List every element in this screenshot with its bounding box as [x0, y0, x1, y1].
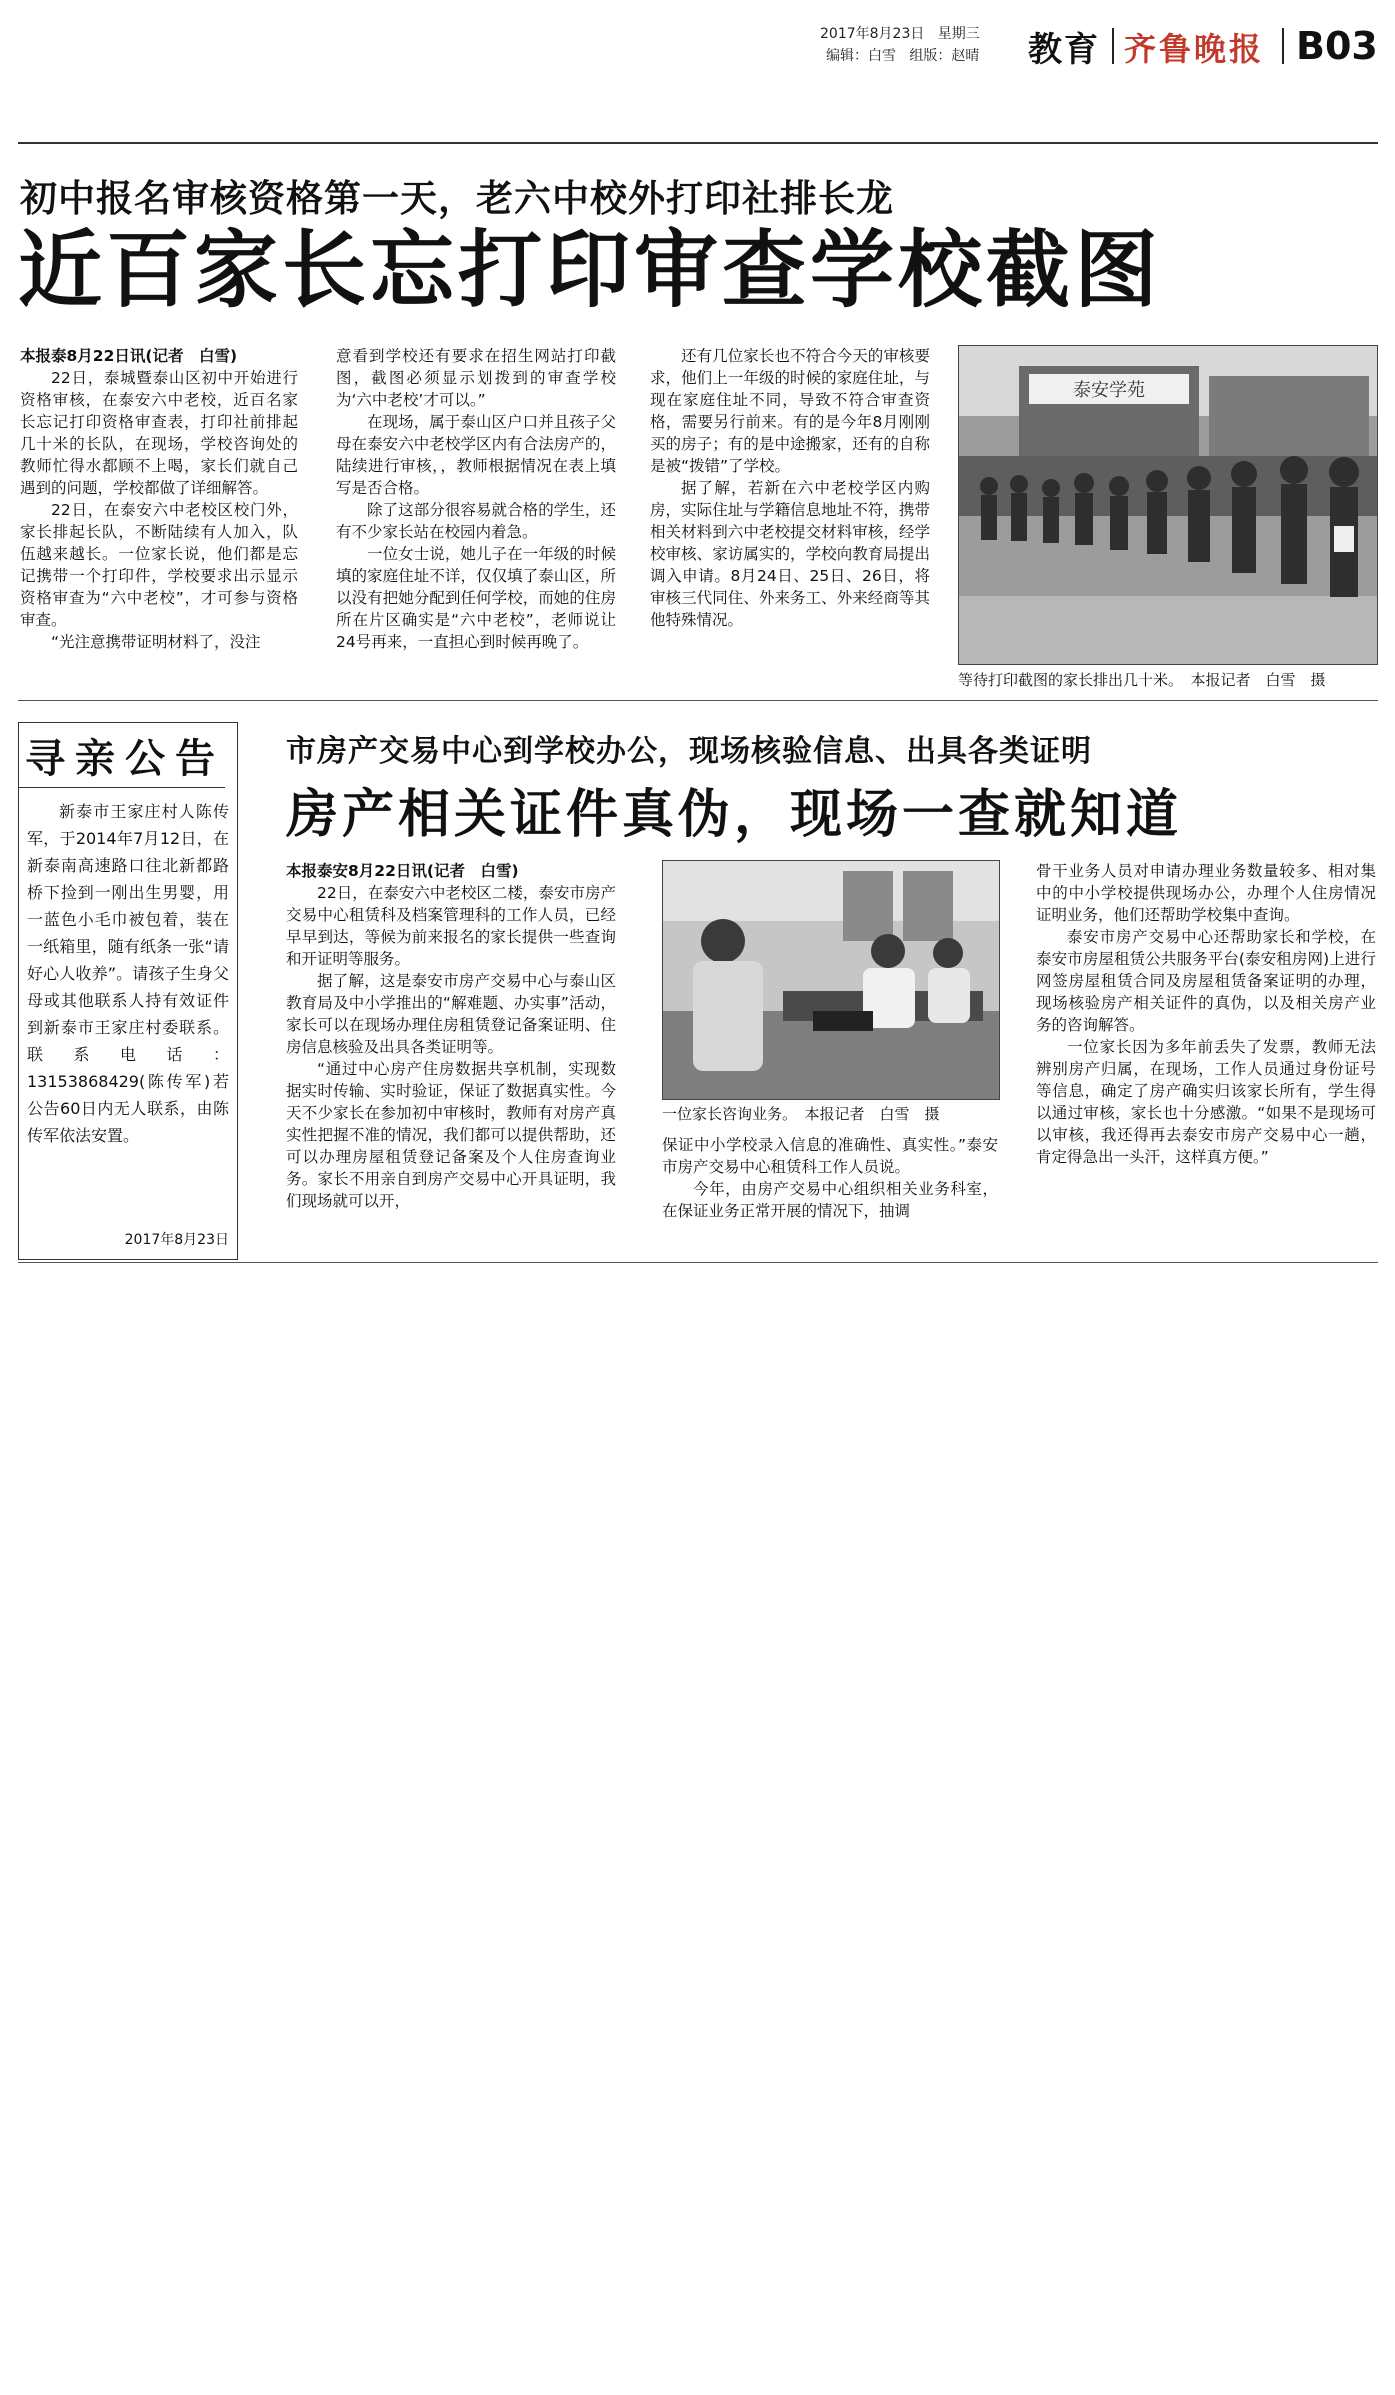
header-rule [18, 142, 1378, 144]
article2-paragraph: 保证中小学校录入信息的准确性、真实性。”泰安市房产交易中心租赁科工作人员说。 [662, 1136, 998, 1176]
page-number: B03 [1296, 24, 1378, 68]
section-title: 教育 [1028, 30, 1100, 70]
article1-paragraph: 22日，在泰安六中老校区校门外，家长排起长队，不断陆续有人加入，队伍越来越长。一位家长说，他们都是忘记携带一个打印件，学校要求出示显示资格审查为“六中老校”，才可参与资格审查。 [20, 501, 298, 629]
article2-byline-para [286, 860, 616, 882]
notice-date: 2017年8月23日 [124, 1232, 229, 1248]
article1-paragraph: 意看到学校还有要求在招生网站打印截图，截图必须显示划拨到的审查学校为‘六中老校’才可以。” [336, 347, 616, 409]
article1-photo-caption: 等待打印截图的家长排出几十米。 本报记者 白雪 摄 [958, 671, 1326, 689]
header-editor: 编辑：白雪 [826, 48, 896, 64]
section-rule [18, 700, 1378, 701]
newspaper-logo: 齐鲁晚报 [1124, 30, 1265, 68]
header-date-line [820, 24, 980, 44]
header-divider [1112, 28, 1114, 64]
article2-paragraph: “通过中心房产住房数据共享机制，实现数据实时传输、实时验证，保证了数据真实性。今天不少家长在参加初中审核时，教师有对房产真实性把握不准的情况，我们都可以提供帮助，还可以办理房屋租赁登记备案及个人住房查询业务。家长不用亲自到房产交易中心开具证明，我们现场就可以开， [286, 1060, 616, 1210]
article2-paragraph: 今年，由房产交易中心组织相关业务科室，在保证业务正常开展的情况下，抽调 [662, 1180, 998, 1220]
article2-headline: 房产相关证件真伪，现场一查就知道 [286, 785, 1183, 845]
notice-title: 寻亲公告 [19, 723, 225, 788]
article2-column-3 [1036, 860, 1376, 1168]
article1-column-2 [336, 345, 616, 653]
article2-paragraph: 据了解，这是泰安市房产交易中心与泰山区教育局及中小学推出的“解难题、办实事”活动，家长可以在现场办理住房租赁登记备案证明、住房信息核验及出具各类证明等。 [286, 972, 616, 1056]
article1-headline: 近百家长忘打印审查学校截图 [18, 221, 1163, 319]
article2-photo [662, 860, 1000, 1100]
notice-body [19, 788, 237, 1149]
article1-paragraph: 还有几位家长也不符合今天的审核要求，他们上一年级的时候的家庭住址，与现在家庭住址不同，导致不符合审查资格，需要另行前来。有的是今年8月刚刚买的房子；有的是中途搬家，还有的自称是被“拨错”了学校。 [650, 347, 930, 475]
article1-paragraph: 除了这部分很容易就合格的学生，还有不少家长站在校园内着急。 [336, 501, 616, 541]
article1-photo [958, 345, 1378, 665]
article2-byline: 本报泰安8月22日讯(记者 白雪) [286, 862, 519, 880]
storefront-sign: 泰安学苑 [1073, 380, 1145, 401]
header-date: 2017年8月23日 [820, 26, 925, 42]
header-layout: 组版：赵晴 [909, 48, 980, 64]
article1-paragraph: 一位女士说，她儿子在一年级的时候填的家庭住址不详，仅仅填了泰山区，所以没有把她分配到任何学校，而她的住房所在片区确实是“六中老校”，老师说让24号再来，一直担心到时候再晚了。 [336, 545, 616, 651]
article1-paragraph: 在现场，属于泰山区户口并且孩子父母在泰安六中老校学区内有合法房产的，陆续进行审核，，教师根据情况在表上填写是否合格。 [336, 413, 616, 497]
article2-kicker: 市房产交易中心到学校办公，现场核验信息、出具各类证明 [286, 734, 1092, 769]
header-editor-line [826, 46, 979, 66]
article1-paragraph: “光注意携带证明材料了，没注 [51, 633, 261, 651]
article2-column-1 [286, 860, 616, 1212]
article2-paragraph: 泰安市房产交易中心还帮助家长和学校，在泰安市房屋租赁公共服务平台(泰安租房网)上进行网签房屋租赁合同及房屋租赁备案证明的办理，现场核验房产相关证件的真伪，以及相关房产业务的咨询解答。 [1036, 928, 1376, 1034]
article2-paragraph: 一位家长因为多年前丢失了发票，教师无法辨别房产归属，在现场，工作人员通过身份证号等信息，确定了房产确实归该家长所有，学生得以通过审核，家长也十分感激。“如果不是现场可以审核，我还得再去泰安市房产交易中心一趟，肯定得急出一头汗，这样真方便。” [1036, 1038, 1376, 1166]
article2-column-2 [662, 1134, 998, 1222]
article1-byline-para [20, 345, 298, 367]
article2-photo-caption: 一位家长咨询业务。 本报记者 白雪 摄 [662, 1105, 940, 1123]
header-divider-2 [1282, 28, 1284, 64]
header-weekday: 星期三 [937, 26, 980, 42]
article2-paragraph: 22日，在泰安六中老校区二楼，泰安市房产交易中心租赁科及档案管理科的工作人员，已经早早到达，等候为前来报名的家长提供一些查询和开证明等服务。 [286, 884, 616, 968]
bottom-rule [18, 1262, 1378, 1263]
article1-column-1 [20, 345, 298, 653]
article1-column-3 [650, 345, 930, 631]
article1-byline: 本报泰8月22日讯(记者 白雪) [20, 347, 238, 365]
article2-paragraph: 骨干业务人员对申请办理业务数量较多、相对集中的中小学校提供现场办公，办理个人住房情况证明业务，他们还帮助学校集中查询。 [1036, 862, 1376, 924]
notice-paragraph: 新泰市王家庄村人陈传军，于2014年7月12日，在新泰南高速路口往北新都路桥下捡到一刚出生男婴，用一蓝色小毛巾被包着，装在一纸箱里，随有纸条一张“请好心人收养”。请孩子生身父母或其他联系人持有效证件到新泰市王家庄村委联系。联系电话：13153868429(陈传军)若公告60日内无人联系，由陈传军依法安置。 [27, 802, 229, 1145]
article1-kicker: 初中报名审核资格第一天，老六中校外打印社排长龙 [20, 177, 894, 220]
article1-paragraph: 22日，泰城暨泰山区初中开始进行资格审核，在泰安六中老校，近百名家长忘记打印资格审查表，打印社前排起几十米的长队，在现场，学校咨询处的教师忙得水都顾不上喝，家长们就自己遇到的问题，学校都做了详细解答。 [20, 369, 298, 497]
article1-paragraph: 据了解，若新在六中老校学区内购房，实际住址与学籍信息地址不符，携带相关材料到六中老校提交材料审核，经学校审核、家访属实的，学校向教育局提出调入申请。8月24日、25日、26日，将审核三代同住、外来务工、外来经商等其他特殊情况。 [650, 479, 930, 629]
notice-box [18, 722, 238, 1260]
